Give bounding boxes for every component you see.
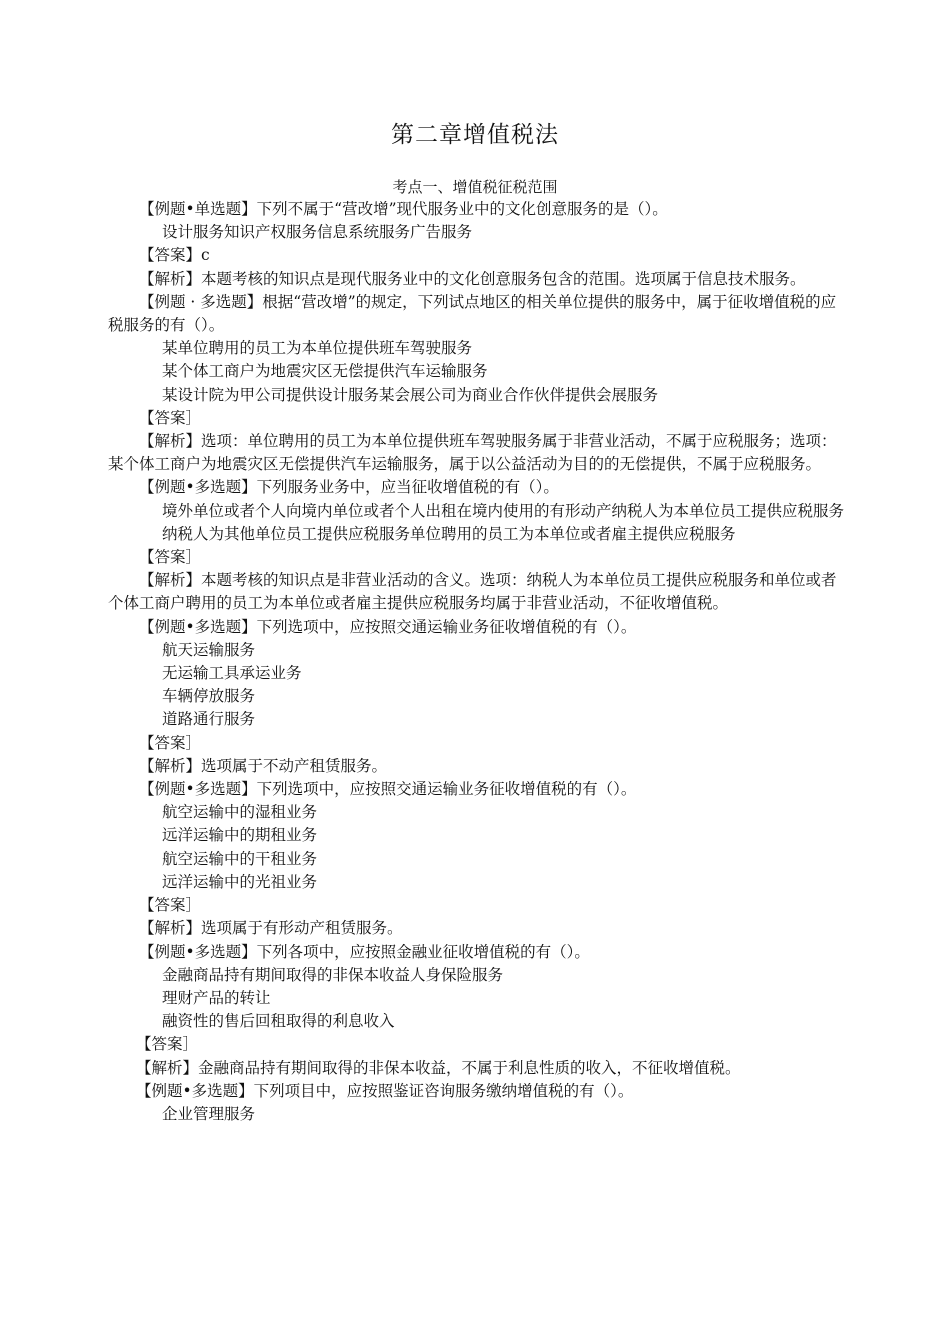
question-4-option: 航天运输服务 [162, 640, 256, 659]
question-7-option: 企业管理服务 [162, 1104, 256, 1123]
question-6-option: 融资性的售后回租取得的利息收入 [162, 1012, 395, 1031]
question-4-option: 车辆停放服务 [162, 687, 256, 706]
question-1-answer: 【答案】c [139, 246, 210, 265]
question-4-answer: 【答案］ [139, 733, 202, 752]
question-2-answer: 【答案］ [139, 408, 202, 427]
question-5-option: 远洋运输中的期租业务 [162, 826, 318, 845]
question-2-option: 某设计院为甲公司提供设计服务某会展公司为商业合作伙伴提供会展服务 [162, 385, 659, 404]
question-5-answer: 【答案］ [139, 896, 202, 915]
question-4-option: 道路通行服务 [162, 710, 256, 729]
question-2-option: 某个体工商户为地震灾区无偿提供汽车运输服务 [162, 362, 488, 381]
question-1-analysis: 【解析】本题考核的知识点是现代服务业中的文化创意服务包含的范围。选项属于信息技术服务。 [139, 269, 806, 288]
question-1-options: 设计服务知识产权服务信息系统服务广告服务 [162, 223, 473, 242]
question-5: 【例题•多选题】下列选项中，应按照交通运输业务征收增值税的有（）。 [139, 780, 637, 799]
question-3-analysis: 【解析】本题考核的知识点是非营业活动的含义。选项：纳税人为本单位员工提供应税服务和单位或者个体工商户聘用的员工为本单位或者雇主提供应税服务均属于非营业活动，不征收增值税。 [108, 571, 837, 613]
section-heading: 考点一、增值税征税范围 [392, 178, 558, 196]
question-4-analysis: 【解析】选项属于不动产租赁服务。 [139, 756, 388, 775]
question-4-option: 无运输工具承运业务 [162, 664, 302, 683]
question-6-option: 理财产品的转让 [162, 988, 271, 1007]
question-6-answer: 【答案］ [136, 1035, 199, 1054]
question-3: 【例题•多选题】下列服务业务中，应当征收增值税的有（）。 [139, 478, 559, 497]
document-body [108, 198, 848, 1126]
question-7: 【例题•多选题】下列项目中，应按照鉴证咨询服务缴纳增值税的有（）。 [136, 1081, 634, 1100]
question-5-option: 远洋运输中的光祖业务 [162, 872, 318, 891]
question-5-option: 航空运输中的湿租业务 [162, 803, 318, 822]
question-2: 【例题 · 多选题】根据“营改增”的规定，下列试点地区的相关单位提供的服务中，属于征收增值税的应税服务的有（）。 [108, 292, 837, 335]
question-2-option: 某单位聘用的员工为本单位提供班车驾驶服务 [162, 339, 473, 358]
question-4: 【例题•多选题】下列选项中，应按照交通运输业务征收增值税的有（）。 [139, 617, 637, 636]
question-1: 【例题•单选题】下列不属于“营改增”现代服务业中的文化创意服务的是（）。 [139, 200, 668, 218]
question-3-options: 境外单位或者个人向境内单位或者个人出租在境内使用的有形动产纳税人为本单位员工提供应税服务纳税人为其他单位员工提供应税服务单位聘用的员工为本单位或者雇主提供应税服务 [162, 501, 845, 543]
question-6-analysis: 【解析】金融商品持有期间取得的非保本收益，不属于利息性质的收入，不征收增值税。 [136, 1058, 741, 1077]
question-3-answer: 【答案］ [139, 548, 202, 567]
question-6: 【例题•多选题】下列各项中，应按照金融业征收增值税的有（）。 [139, 942, 590, 961]
chapter-title: 第二章增值税法 [391, 122, 559, 148]
question-5-analysis: 【解析】选项属于有形动产租赁服务。 [139, 919, 403, 938]
question-5-option: 航空运输中的干租业务 [162, 849, 318, 868]
question-6-option: 金融商品持有期间取得的非保本收益人身保险服务 [162, 965, 504, 984]
question-2-analysis: 【解析】选项：单位聘用的员工为本单位提供班车驾驶服务属于非营业活动，不属于应税服务；选项：某个体工商户为地震灾区无偿提供汽车运输服务，属于以公益活动为目的的无偿提供，不属于应税服务。 [108, 432, 837, 474]
